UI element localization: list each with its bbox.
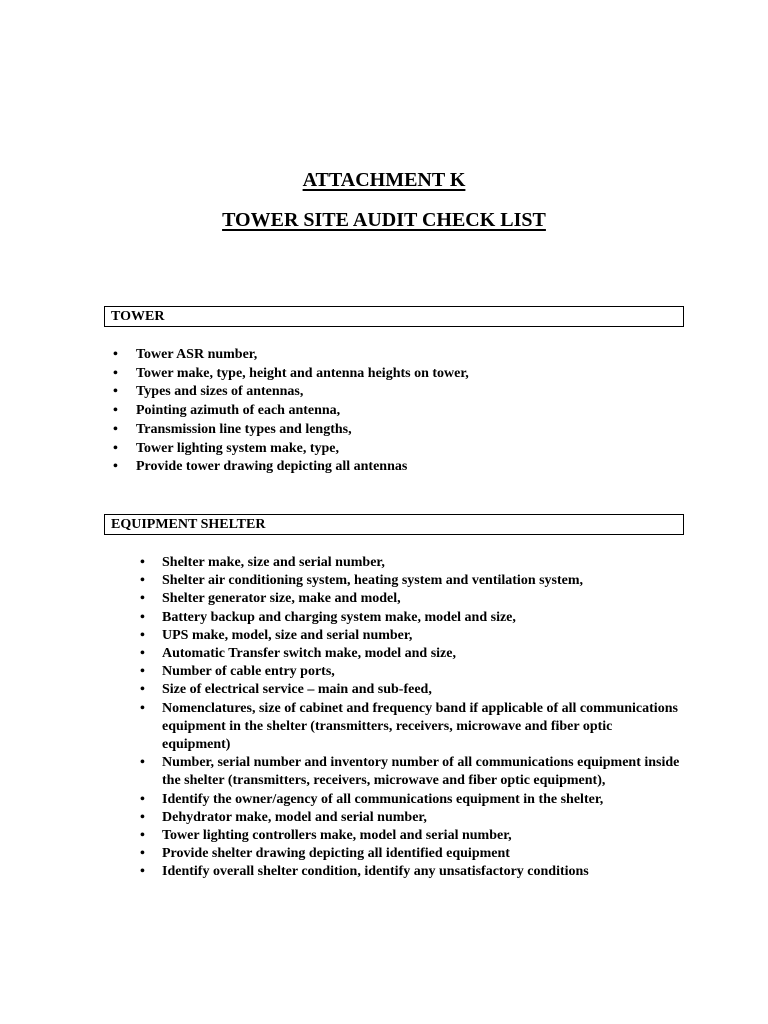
- document-title: ATTACHMENT K: [302, 169, 466, 191]
- list-item: • Shelter air conditioning system, heating system and ventilation system,: [162, 572, 682, 590]
- list-item: • Transmission line types and lengths,: [136, 421, 676, 440]
- section-heading-equipment-shelter: EQUIPMENT SHELTER: [104, 514, 684, 535]
- list-item: • Tower lighting controllers make, model and serial number,: [162, 827, 682, 845]
- section-heading-tower: TOWER: [104, 306, 684, 327]
- list-item: • Pointing azimuth of each antenna,: [136, 402, 676, 421]
- list-item: • Automatic Transfer switch make, model and size,: [162, 645, 682, 663]
- list-item: • Provide shelter drawing depicting all identified equipment: [162, 845, 682, 863]
- list-item: • Identify the owner/agency of all communications equipment in the shelter,: [162, 791, 682, 809]
- list-item: • Types and sizes of antennas,: [136, 383, 676, 402]
- list-item: • Number of cable entry ports,: [162, 663, 682, 681]
- list-item: • Shelter generator size, make and model,: [162, 590, 682, 608]
- tower-checklist: [136, 346, 676, 477]
- list-item: • Provide tower drawing depicting all antennas: [136, 458, 676, 477]
- list-item: • Number, serial number and inventory number of all communications equipment inside the shelter (transmitters, receivers, microwave and fiber optic equipment),: [162, 754, 682, 790]
- list-item: • Tower lighting system make, type,: [136, 440, 676, 459]
- list-item: • Shelter make, size and serial number,: [162, 554, 682, 572]
- list-item: • Size of electrical service – main and sub-feed,: [162, 681, 682, 699]
- list-item: • Identify overall shelter condition, identify any unsatisfactory conditions: [162, 863, 682, 881]
- list-item: • Battery backup and charging system make, model and size,: [162, 609, 682, 627]
- equipment-shelter-checklist: [162, 554, 682, 882]
- list-item: • Nomenclatures, size of cabinet and frequency band if applicable of all communications equipment in the shelter (transmitters, receivers, microwave and fiber optic equipment): [162, 700, 682, 755]
- list-item: • Tower make, type, height and antenna heights on tower,: [136, 365, 676, 384]
- list-item: • Tower ASR number,: [136, 346, 676, 365]
- list-item: • Dehydrator make, model and serial number,: [162, 809, 682, 827]
- list-item: • UPS make, model, size and serial number,: [162, 627, 682, 645]
- document-subtitle: TOWER SITE AUDIT CHECK LIST: [222, 209, 546, 231]
